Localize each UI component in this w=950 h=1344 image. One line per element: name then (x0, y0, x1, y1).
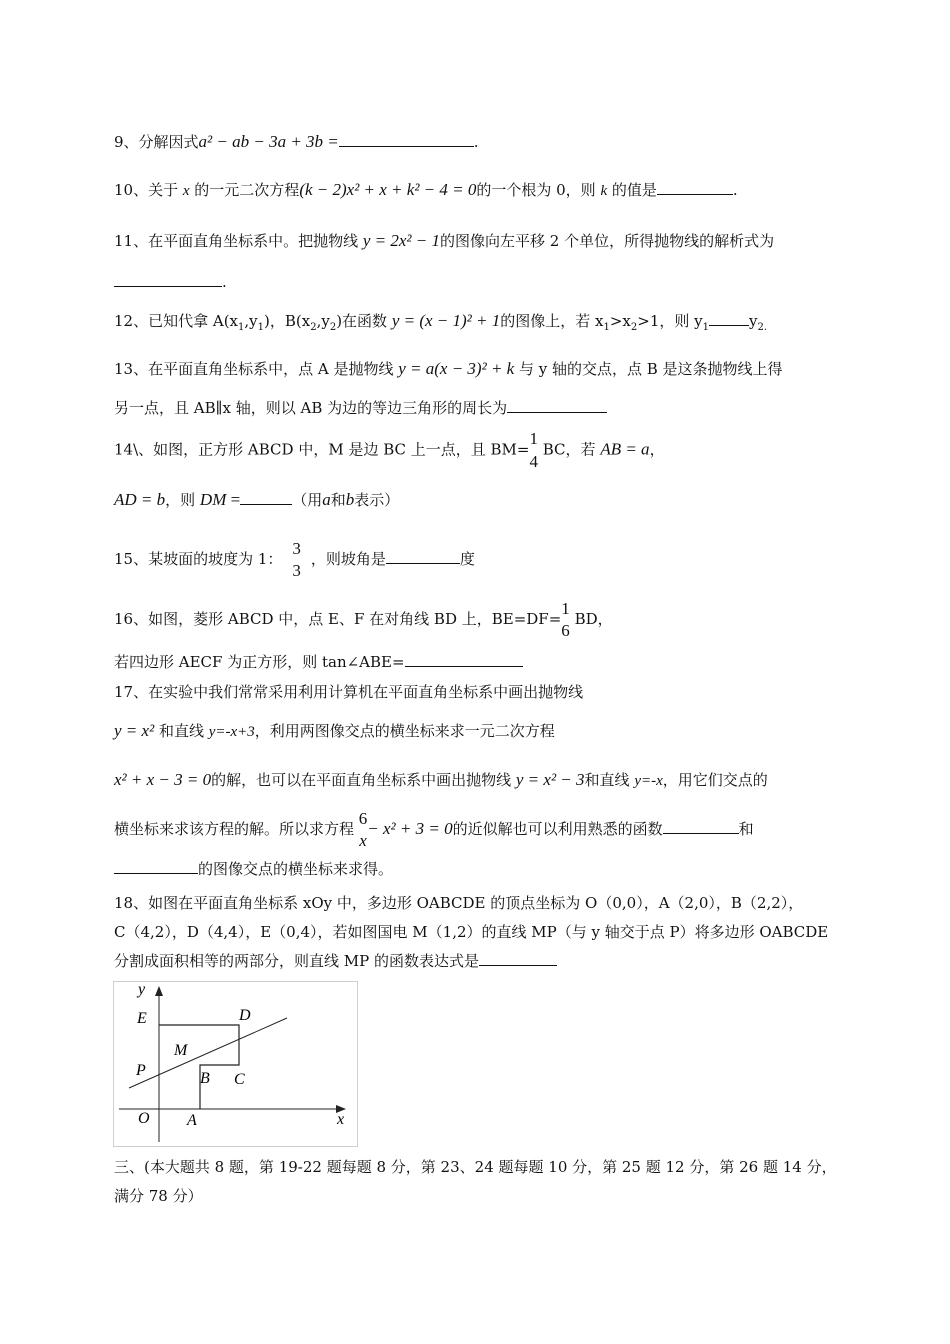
q16-text-b: BD， (569, 610, 613, 628)
q16-frac-num: 1 (561, 599, 570, 618)
q14-text-h: 表示） (354, 491, 400, 509)
q15-text-a: 15、某坡面的坡度为 1： (114, 550, 283, 568)
q14-var-b: b (345, 490, 355, 509)
question-15 (114, 538, 475, 582)
q15-text-c: 度 (459, 550, 475, 568)
label-d: D (239, 1007, 251, 1024)
q17-eq-line2: y=-x (634, 773, 663, 789)
q12-sub3: 2 (310, 322, 317, 333)
section-3-heading-line2 (114, 1186, 203, 1206)
q14-eq-dm: DM (199, 490, 227, 509)
q12-text-i: y (749, 312, 758, 330)
question-9 (114, 132, 479, 152)
q12-text-h: >1，则 y (637, 312, 703, 330)
q12-sub4: 2 (329, 322, 337, 333)
q13-text-a: 13、在平面直角坐标系中，点 A 是抛物线 (114, 360, 399, 378)
q12-text-g: >x (609, 312, 631, 330)
question-13 (114, 359, 783, 379)
q18-line2: C（4,2），D（4,4），E（0,4），若如图国电 M（1,2）的直线 MP（与 y 轴交于点 P）将多边形 OABCDE (114, 923, 829, 941)
q10-text-d: 的值是 (607, 181, 657, 199)
q12-text-e: )在函数 (336, 312, 392, 330)
q14-text-d: ，则 (165, 491, 200, 509)
label-a: A (187, 1112, 197, 1129)
q14-eq-ad: AD = b (114, 490, 166, 509)
question-18 (114, 893, 803, 913)
q17-text-d: 和直线 (584, 771, 635, 789)
q13-equation: y = a(x − 3)² + k (398, 359, 515, 378)
q17-text-a: 和直线 (154, 722, 209, 740)
q18-figure-svg (114, 982, 357, 1146)
q13-line2: 另一点，且 AB∥x 轴，则以 AB 为边的等边三角形的周长为 (114, 399, 508, 417)
q16-fraction (561, 598, 570, 642)
q18-line3: 分割成面积相等的两部分，则直线 MP 的函数表达式是 (114, 952, 479, 970)
q17-frac-num: 6 (358, 809, 368, 828)
q12-sub6: 2 (630, 322, 638, 333)
label-y: y (138, 982, 146, 998)
q18-figure (113, 981, 358, 1147)
q12-text-f: 的图像上，若 x (500, 312, 604, 330)
label-x: x (337, 1111, 345, 1128)
q17-answer-blank-1[interactable] (663, 819, 739, 834)
polygon-oabcde (159, 1025, 239, 1109)
question-11-line2 (114, 272, 227, 292)
q11-end: . (222, 273, 227, 291)
q17-eq-line: y=-x+3 (208, 724, 255, 740)
q14-text-a: 14\、如图，正方形 ABCD 中，M 是边 BC 上一点，且 BM= (114, 440, 530, 459)
question-11 (114, 231, 774, 251)
q16-frac-den: 6 (561, 621, 570, 640)
q15-frac-den: 3 (292, 561, 301, 580)
q14-eq-ab: AB = a (600, 439, 650, 459)
question-17-line5 (114, 859, 393, 879)
label-o: O (138, 1110, 150, 1127)
q17-text-c: 的解，也可以在平面直角坐标系中画出抛物线 (211, 771, 516, 789)
q11-text-b: 的图像向左平移 2 个单位，所得抛物线的解析式为 (440, 232, 775, 250)
section3-line2: 满分 78 分） (114, 1187, 203, 1205)
q18-line1: 18、如图在平面直角坐标系 xOy 中，多边形 OABCDE 的顶点坐标为 O（0,0），A（2,0），B（2,2）， (114, 894, 804, 912)
q17-text-h: 和 (738, 820, 754, 838)
question-13-line2 (114, 398, 607, 418)
q10-text-a: 10、关于 (114, 181, 183, 199)
q14-text-e: = (226, 490, 241, 509)
q17-fraction (359, 808, 368, 852)
q12-sub7: 1 (702, 322, 709, 333)
q11-equation: y = 2x² − 1 (362, 231, 440, 250)
q12-text-c: )，B(x (264, 312, 311, 330)
question-14 (114, 428, 665, 473)
q10-text-b: 的一元二次方程 (189, 181, 300, 199)
q17-eq-parabola2: y = x² − 3 (515, 770, 585, 789)
q14-fraction (529, 428, 538, 473)
label-c: C (234, 1071, 245, 1088)
q14-answer-blank[interactable] (240, 490, 292, 505)
q17-text-f: 横坐标来求该方程的解。所以求方程 (114, 820, 359, 838)
q15-answer-blank[interactable] (386, 549, 460, 564)
q10-equation: (k − 2)x² + x + k² − 4 = 0 (299, 180, 477, 199)
question-16-line2 (114, 652, 523, 672)
q12-text-b: ,y (244, 312, 258, 330)
q17-eq-quadratic: x² + x − 3 = 0 (114, 770, 212, 789)
q15-text-b: ，则坡角是 (310, 550, 386, 568)
q17-line1: 17、在实验中我们常常采用利用计算机在平面直角坐标系中画出抛物线 (114, 683, 584, 701)
q17-eq-approx: − x² + 3 = 0 (367, 819, 453, 838)
q12-sub8: 2. (757, 322, 768, 333)
q11-answer-blank[interactable] (114, 272, 222, 287)
question-10 (114, 180, 738, 201)
label-b: B (200, 1070, 210, 1087)
q14-text-f: （用 (292, 491, 323, 509)
q10-var-k: k (600, 183, 608, 199)
question-17-line3 (114, 770, 768, 791)
q10-answer-blank[interactable] (657, 180, 733, 195)
q14-text-b: BC，若 (537, 440, 601, 459)
q10-end: . (732, 181, 738, 199)
q10-text-c: 的一个根为 0，则 (476, 181, 601, 199)
q16-answer-blank[interactable] (405, 652, 523, 667)
q13-answer-blank[interactable] (507, 398, 607, 413)
q9-equation: a² − ab − 3a + 3b = (198, 132, 339, 151)
section3-line1: 三、(本大题共 8 题，第 19-22 题每题 8 分，第 23、24 题每题 10 分，第 25 题 12 分，第 26 题 14 分， (114, 1158, 837, 1176)
q14-frac-den: 4 (529, 452, 538, 471)
q13-text-b: 与 y 轴的交点，点 B 是这条抛物线上得 (514, 360, 783, 378)
question-18-line3 (114, 951, 557, 971)
y-axis-arrow (155, 986, 163, 996)
question-16 (114, 598, 613, 642)
label-m: M (174, 1042, 188, 1059)
q10-var-x: x (182, 183, 190, 199)
q9-end: . (473, 133, 479, 151)
q17-answer-blank-2[interactable] (114, 859, 198, 874)
question-17-line2 (114, 721, 555, 742)
q9-answer-blank[interactable] (339, 132, 474, 147)
q17-text-g: 的近似解也可以利用熟悉的函数 (452, 820, 663, 838)
q16-line2: 若四边形 AECF 为正方形，则 tan∠ABE= (114, 653, 405, 671)
section-3-heading (114, 1157, 837, 1177)
q15-fraction (292, 538, 301, 582)
q11-text-a: 11、在平面直角坐标系中。把抛物线 (114, 232, 363, 250)
q15-frac-num: 3 (292, 539, 301, 558)
q16-text-a: 16、如图，菱形 ABCD 中，点 E、F 在对角线 BD 上，BE=DF= (114, 610, 562, 628)
q12-text-d: ,y (316, 312, 330, 330)
q17-text-b: ，利用两图像交点的横坐标来求一元二次方程 (254, 722, 555, 740)
label-e: E (137, 1010, 147, 1027)
q12-equation: y = (x − 1)² + 1 (391, 311, 501, 330)
q17-text-i: 的图像交点的横坐标来求得。 (198, 860, 394, 878)
q17-text-e: ，用它们交点的 (662, 771, 768, 789)
question-18-line2 (114, 922, 828, 942)
q14-text-c: ， (649, 440, 665, 459)
question-12 (114, 311, 767, 338)
q9-text: 9、分解因式 (114, 133, 199, 151)
q14-var-a: a (322, 490, 331, 509)
q14-text-g: 和 (330, 491, 346, 509)
q14-frac-num: 1 (529, 428, 538, 451)
question-17 (114, 682, 583, 702)
q12-text-a: 12、已知代拿 A(x (114, 312, 238, 330)
q18-answer-blank[interactable] (479, 951, 557, 966)
q12-sub2: 1 (257, 322, 264, 333)
q12-sub5: 1 (603, 322, 610, 333)
q17-eq-parabola: y = x² (114, 721, 155, 740)
question-14-line2 (114, 490, 399, 510)
question-17-line4 (114, 808, 754, 852)
label-p: P (136, 1062, 146, 1079)
q12-sub1: 1 (238, 322, 245, 333)
q17-frac-den: x (359, 831, 367, 850)
q12-answer-blank[interactable] (709, 311, 749, 326)
